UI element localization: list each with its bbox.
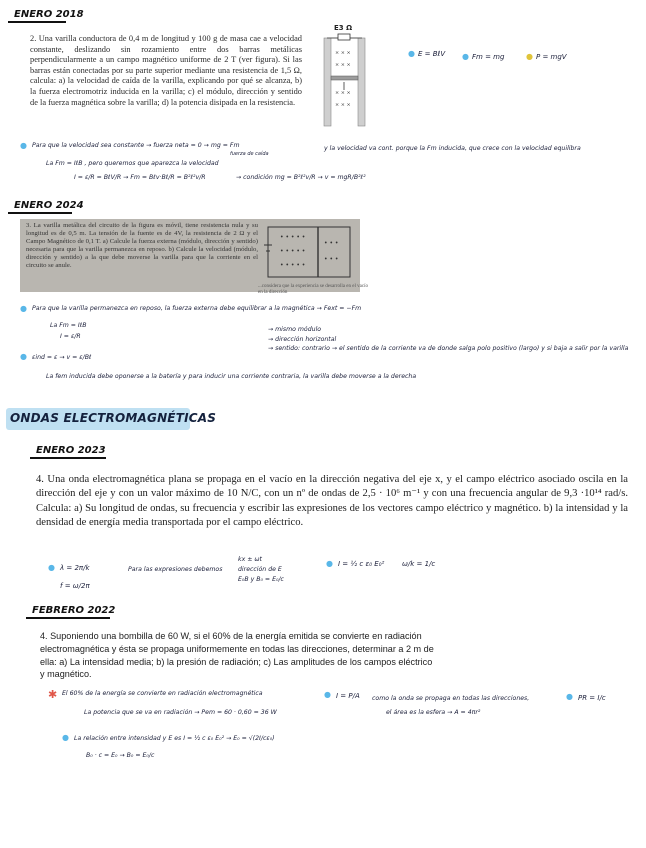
note-intensity-area: I = P/A [336,692,360,700]
rails-figure [318,24,376,130]
note-induced-emf: εind = ε → v = ε/Bℓ [32,354,92,361]
bullet: ● [326,559,333,568]
note-e-direction: dirección de E [238,566,282,573]
formula-force-balance: Fm = mg [472,53,505,61]
formula-emf: E = BℓV [418,50,446,58]
note-magnetic-amplitude: B₀ · c = E₀ → B₀ = E₀/c [86,752,155,759]
note-constant-velocity: Para que la velocidad sea constante → fuerza neta = 0 → mg = Fm [32,142,240,149]
note-omega-k: ω/k = 1/c [402,560,436,568]
note-horizontal-direction: → dirección horizontal [268,336,337,343]
svg-text:× × ×: × × × [335,62,351,68]
bullet: ● [62,733,69,742]
bullet: ● [48,563,55,572]
scanned-caption: ...considera que la experiencia se desarrolla en el vacío en la dirección [258,284,368,295]
note-sixty-percent: El 60% de la energía se convierte en radiación electromagnética [62,690,263,697]
bullet: ● [20,352,27,361]
note-velocity-explanation: y la velocidad va cont. porque la Fm inducida, que crece con la velocidad equilibra [324,145,581,152]
section-date-enero-2023: ENERO 2023 [36,445,106,456]
svg-text:× × ×: × × × [335,90,351,96]
svg-text:• • • • •: • • • • • [280,234,306,241]
note-wavelength: λ = 2π/k [60,564,90,572]
rails-figure-drawing [318,24,376,130]
section-date-febrero-2022: FEBRERO 2022 [32,605,116,616]
note-sphere-area: el área es la esfera → A = 4πr² [386,709,481,716]
problem-text-2023: 4. Una onda electromagnética plana se propaga en el vacío en la dirección negativa del eje x, y el campo eléctrico asociado oscila en la dirección del eje y con un valor máximo de 10 N/C, con un nº de ondas de 2,5 · 10⁶ m⁻¹ y con una frecuencia angular de 9,3 ·10¹⁴ rad/s. Calcula: a) Su longitud de ondas, su frecuencia y escribir las expresiones de los vectores campo eléctrico y magnético. b) la intensidad y la densidad de energía media transportada por el campo eléctrico. [36,474,628,529]
note-all-directions: como la onda se propaga en todas las direcciones, [372,695,530,702]
bullet: ● [526,52,533,61]
bullet: ● [20,304,27,313]
formula-power: P = mgV [536,53,567,61]
figure-label: E3 Ω [334,24,353,32]
bullet: ● [20,141,27,150]
note-fm-formula: La Fm = IℓB [50,322,87,329]
problem-text-2022: 4. Suponiendo una bombilla de 60 W, si el 60% de la energía emitida se convierte en radiación electromagnética y ésta se propaga uniformemente en todas las direcciones, determinar a 2 m de ella: a) La intensidad media; b) la presión de radiación; c) Las amplitudes de los campos eléctrico y magnético. [40,631,434,680]
note-intensity-formula: I = ½ c ε₀ E₀² [338,560,385,568]
note-radiation-pressure: PR = I/c [578,694,606,702]
note-b-amplitude: E₀B y B₀ = E₀/c [238,576,284,583]
bullet: ● [324,690,331,699]
date-underline [8,212,72,214]
svg-text:• • • • •: • • • • • [280,248,306,255]
note-expressions: Para las expresiones debemos [128,566,223,573]
note-current-derivation: I = ε/R = BℓV/R → Fm = Bℓv·Bℓ/R = B²ℓ²v/R [74,174,206,181]
note-field-relation: La relación entre intensidad y E es I = ½ c ε₀ E₀² → E₀ = √(2I/cε₀) [74,735,275,742]
svg-text:× × ×: × × × [335,50,351,56]
date-underline [8,21,66,23]
section-date-enero-2024: ENERO 2024 [14,200,84,211]
date-underline [26,617,110,619]
bullet: ● [408,49,415,58]
asterisk-icon: ✱ [48,688,58,701]
note-radiated-power: La potencia que se va en radiación → Pem = 60 · 0,60 = 36 W [84,709,277,716]
note-opposite-sense: → sentido: contrario → el sentido de la corriente va de donde salga polo positivo (largo) y si baja a salir por la varilla [268,345,629,352]
note-velocity-condition: → condición mg = B²ℓ²v/R → v = mgR/B²ℓ² [236,174,366,181]
bullet: ● [566,692,573,701]
problem-text-2018: 2. Una varilla conductora de 0,4 m de longitud y 100 g de masa cae a velocidad constante, deslizando sin rozamiento entre dos barras metálicas perpendicularmente a un campo magnético uniforme de 2 T (ver figura). Si las barras están conectadas por su parte superior mediante una resistencia de 1,5 Ω, calcula: a) la velocidad de caída de la varilla, explicando por qué se alcanza, b) la fuerza electromotriz inducida en la varilla; c) el módulo, dirección y sentido de la fuerza magnética sobre la varilla; d) la potencia disipada en la resistencia. [30,34,302,107]
section-heading: ONDAS ELECTROMAGNÉTICAS [10,411,217,425]
circuit-figure-drawing [262,221,356,283]
date-underline [30,457,106,459]
svg-text:• • •: • • • [324,256,339,263]
note-external-force: Para que la varilla permanezca en reposo, la fuerza externa debe equilibrar a la magnética → Fext = −Fm [32,305,362,312]
problem-text-2024: 3. La varilla metálica del circuito de la figura es móvil, tiene resistencia nula y su longitud es de 0,5 m. La tensión de la fuente es de 4V, la resistencia de 2 Ω y el Campo Magnético de 0,1 T. a) Calcule la fuerza externa (módulo, dirección y sentido) necesaria para que la varilla permanezca en reposo. b) Calcule la velocidad (módulo, dirección y sentido) a la que debe moverse la varilla para que la corriente en el circuito se anule. [26,222,258,269]
note-phase: kx ± ωt [238,556,262,563]
svg-text:× × ×: × × × [335,102,351,108]
note-magnetic-force: La Fm = IℓB , pero queremos que aparezca la velocidad [46,160,219,167]
svg-text:• • • • •: • • • • • [280,262,306,269]
circuit-figure [262,221,356,283]
note-frequency: f = ω/2π [60,582,90,590]
note-same-magnitude: → mismo módulo [268,326,322,333]
svg-text:• • •: • • • [324,240,339,247]
section-date-enero-2018: ENERO 2018 [14,9,84,20]
note-falling-force: fuerza de caída [230,151,269,157]
note-rod-direction: La fem inducida debe oponerse a la batería y para inducir una corriente contraria, la varilla debe moverse a la derecha [46,373,417,380]
bullet: ● [462,52,469,61]
note-current-formula: I = ε/R [60,333,81,340]
